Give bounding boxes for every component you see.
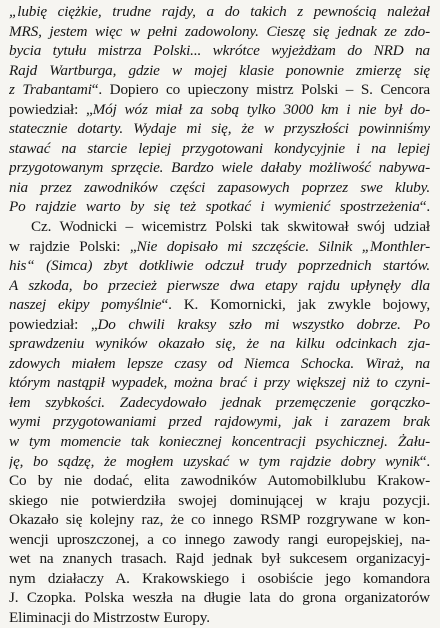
text-line [9, 354, 430, 374]
narrative-text: wencji uproszczonej, a co innego zawody rangi europejskiej, na- [9, 530, 430, 548]
quoted-text: nia przez zawodników części zapasowych poprzez swe kluby. [9, 178, 430, 196]
text-line [9, 334, 430, 354]
text-line [9, 256, 430, 276]
text-line [9, 119, 430, 139]
quoted-text: A szkoda, bo przecież pierwsze dwa etapy rajdu upłynęły dla [9, 276, 430, 294]
quoted-text: naszej ekipy pomyślnie [9, 296, 162, 314]
text-line [9, 471, 430, 491]
document-page [0, 2, 440, 626]
quoted-text: Do chwili kraksy szło mi wszystko dobrze. Po [97, 315, 430, 333]
text-line [9, 276, 430, 296]
narrative-text: wet na znanych trasach. Rajd jednak był sukcesem organizacyj- [9, 550, 430, 568]
text-line [9, 491, 430, 511]
narrative-text: Co by nie dodać, elita zawodników Automobilklubu Krakow- [9, 472, 430, 490]
text-line [9, 217, 430, 237]
quoted-text: z Trabantami [9, 81, 92, 99]
text-line [9, 80, 430, 100]
quoted-text: w tym momencie tak koniecznej koncentracji psychicznej. Żału- [9, 433, 430, 451]
narrative-text: “. Dopiero co upieczony mistrz Polski – S. Cencora [91, 81, 430, 99]
quoted-text: przygotowanym sprzęcie. Bardzo wiele dałaby możliwość nabywa- [9, 159, 430, 177]
text-line [9, 412, 430, 432]
quoted-text: statecznie dotarty. Wydaje mi się, że w przyszłości powinniśmy [9, 120, 430, 138]
text-line [9, 61, 430, 81]
text-line [9, 100, 430, 120]
quoted-text: his“ (Simca) zbyt dotkliwie odczuł trudy poprzednich startów. [9, 257, 430, 275]
text-line [9, 315, 430, 335]
narrative-text: “. K. Komornicki, jak zwykle bojowy, [161, 296, 430, 314]
narrative-text: skiego nie potwierdziła swojej dominującej w kraju pozycji. [9, 491, 430, 509]
narrative-text: nym działaczy A. Krakowskiego i osobiście jego komandora [9, 569, 430, 587]
text-line [9, 2, 430, 22]
body-text [9, 2, 430, 628]
narrative-text: powiedział: „ [9, 315, 98, 333]
quoted-text: „lubię ciężkie, trudne rajdy, a do takich z pewnością należał [9, 3, 430, 20]
quoted-text: Nie dopisało mi szczęście. Silnik „Monthler- [136, 237, 430, 255]
quoted-text: Po rajdzie warto by się też spotkać i wymienić spostrzeżenia [9, 198, 420, 216]
narrative-text: Eliminacji do Mistrzostw Europy. [9, 608, 210, 626]
quoted-text: wymi przygotowaniami przed rajdowymi, jak i zarazem brak [9, 413, 430, 431]
narrative-text: Cz. Wodnicki – wicemistrz Polski tak skwitował swój udział [31, 218, 430, 236]
narrative-text: J. Czopka. Polska weszła na długie lata do grona organizatorów [9, 589, 430, 607]
quoted-text: którym nastąpił wypadek, można brać i przy większej niż to czyni- [9, 374, 430, 392]
text-line [9, 393, 430, 413]
narrative-text: “. [419, 452, 430, 470]
text-line [9, 295, 430, 315]
text-line [9, 588, 430, 608]
text-line [9, 608, 430, 628]
narrative-text: powiedział: „ [9, 100, 93, 118]
text-line [9, 178, 430, 198]
narrative-text: “. [419, 198, 430, 216]
quoted-text: ję, bo sądzę, że mogłem uzyskać w tym rajdzie dobry wynik [9, 452, 420, 470]
text-line [9, 373, 430, 393]
narrative-text: Okazało się kolejny raz, że co innego RSMP rozgrywane w kon- [9, 511, 430, 529]
text-line [9, 139, 430, 159]
quoted-text: Mój wóz miał za sobą tylko 3000 km i nie był do- [92, 100, 430, 118]
text-line [9, 549, 430, 569]
text-line [9, 530, 430, 550]
text-line [9, 452, 430, 472]
quoted-text: Rajd Wartburga, gdzie w mojej klasie ponownie zmierzę się [9, 61, 430, 79]
narrative-text: w rajdzie Polski: „ [9, 237, 137, 255]
text-line [9, 158, 430, 178]
text-line [9, 510, 430, 530]
text-line [9, 432, 430, 452]
quoted-text: bycia tytułu mistrza Polski... wkrótce wyjeżdżam do NRD na [9, 42, 430, 60]
quoted-text: sprawdzeniu wyników okazało się, że na kilku odcinkach zja- [9, 335, 430, 353]
quoted-text: zdowych miałem lepsze czasy od Niemca Schocka. Wiraż, na [9, 354, 430, 372]
text-line [9, 41, 430, 61]
quoted-text: łem szybkości. Zadecydowało jednak przemęczenie gorączko- [9, 393, 430, 411]
quoted-text: MRS, jestem więc w pełni zadowolony. Cieszę się jednak ze zdo- [9, 22, 430, 40]
quoted-text: stawać na starcie lepiej przygotowani kondycyjnie i na lepiej [9, 139, 430, 157]
text-line [9, 237, 430, 257]
text-line [9, 197, 430, 217]
text-line [9, 22, 430, 42]
